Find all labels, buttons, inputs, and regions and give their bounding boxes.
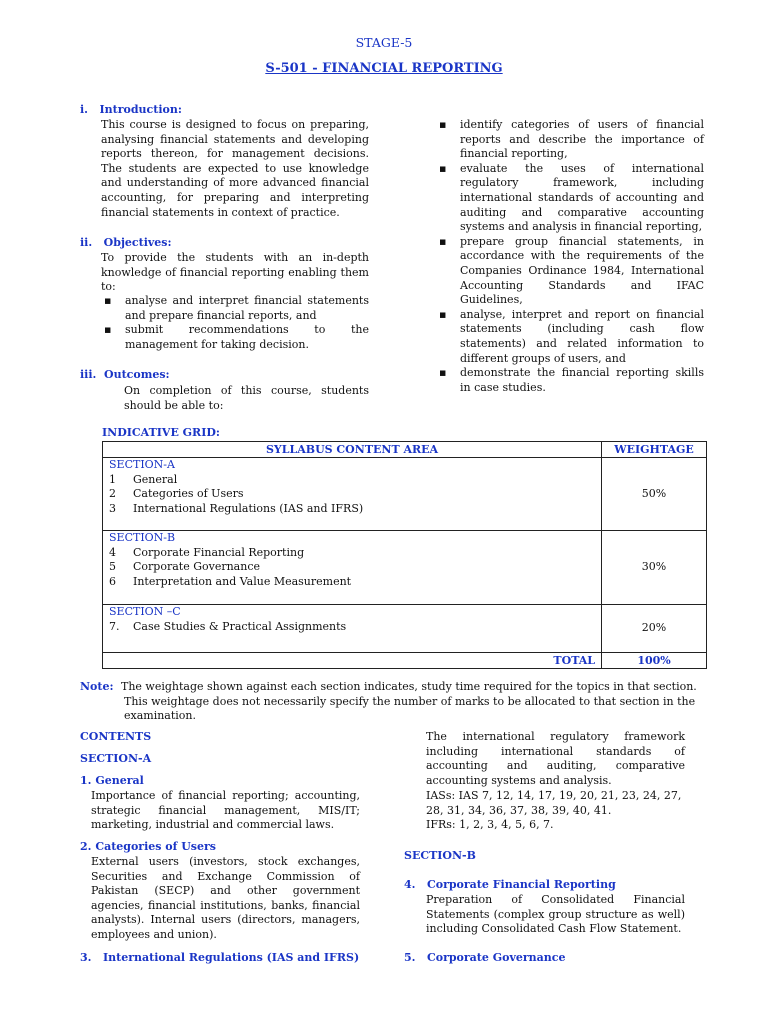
item-number: 5 [109,560,116,574]
outcome-item: ▪ demonstrate the financial reporting skills in case studies. [436,366,704,395]
item-text: Interpretation and Value Measurement [133,574,352,588]
cfr-text: Preparation of Consolidated Financial Statements (complex group structure as well) including Consolidated Cash Flow Statement. [426,893,685,936]
contents-heading: CONTENTS [80,730,152,743]
item-text: Categories of Users [133,487,244,501]
objective-item: ▪ submit recommendations to the management for taking decision. [101,323,369,352]
section-c-weight: 20% [602,605,707,653]
objective-item: ▪ analyse and interpret financial statements and prepare financial reports, and [101,294,369,323]
ifrs-list: IFRs: 1, 2, 3, 4, 5, 6, 7. [426,818,554,831]
objectives-heading: ii. Objectives: [80,236,172,249]
note-text: The weightage shown against each section indicates, study time required for the topics in that section. This weightage does not necessarily specify the number of marks to be allocated to that section in the examination. [121,680,697,723]
item-number: 6 [109,574,116,588]
section-a-weight: 50% [602,458,707,531]
item-number: 3 [109,501,116,515]
item-text: General [133,472,178,486]
page-title: S-501 - FINANCIAL REPORTING [265,61,503,76]
item-text: Case Studies & Practical Assignments [133,619,347,633]
grid-header-weight: WEIGHTAGE [602,442,707,458]
total-value: 100% [602,653,707,669]
item-text: Corporate Financial Reporting [133,545,305,559]
total-label: TOTAL [103,653,602,669]
item-text: Corporate Governance [133,560,260,574]
general-text: Importance of financial reporting; accounting, strategic financial management, MIS/IT; marketing, industrial and commercial laws. [91,789,360,832]
objectives-text: To provide the students with an in-depth knowledge of financial reporting enabling them to: [101,251,369,294]
governance-heading: 5. Corporate Governance [404,951,566,964]
item-number: 7. [109,619,120,633]
outcome-item: ▪ evaluate the uses of international regulatory framework, including international standards of accounting and auditing and comparative accounting systems and analysis in financial reporting, [436,162,704,235]
objectives-list [101,294,369,352]
grid-header-content: SYLLABUS CONTENT AREA [103,442,602,458]
section-c-title: SECTION –C [109,605,181,618]
regulations-heading: 3. International Regulations (IAS and IFRS) [80,951,360,964]
section-a-heading: SECTION-A [80,752,152,765]
users-heading: 2. Categories of Users [80,840,216,853]
grid-row-total [103,653,707,669]
introduction-heading: i. Introduction: [80,103,182,116]
cfr-heading: 4. Corporate Financial Reporting [404,878,616,891]
grid-label: INDICATIVE GRID: [102,426,220,439]
grid-row-section-b [103,531,707,605]
section-b-weight: 30% [602,531,707,605]
outcome-item: ▪ identify categories of users of financial reports and describe the importance of financial reporting, [436,118,704,162]
users-text: External users (investors, stock exchanges, Securities and Exchange Commission of Pakistan (SECP) and other government agencies, financial institutions, banks, financial analysts). Internal users (directors, managers, employees and union). [91,855,360,941]
item-number: 2 [109,487,116,501]
grid-row-section-a [103,458,707,531]
outcome-item: ▪ prepare group financial statements, in accordance with the requirements of the Companies Ordinance 1984, International Accounting Standards and IFAC Guidelines, [436,235,704,308]
section-b-heading: SECTION-B [404,849,476,862]
outcomes-heading: iii. Outcomes: [80,368,170,381]
section-b-title: SECTION-B [109,531,176,544]
outcomes-text: On completion of this course, students should be able to: [124,384,369,412]
item-text: International Regulations (IAS and IFRS) [133,501,364,515]
outcome-item: ▪ analyse, interpret and report on financial statements (including cash flow statements) and related information to different groups of users, and [436,308,704,366]
item-number: 1 [109,472,116,486]
section-a-title: SECTION-A [109,458,175,471]
indicative-grid-table [102,441,707,669]
general-heading: 1. General [80,774,144,787]
grid-row-section-c [103,605,707,653]
item-number: 4 [109,545,116,559]
note-label: Note: [80,680,114,693]
stage-label: STAGE-5 [355,35,413,50]
introduction-text: This course is designed to focus on preparing, analysing financial statements and developing reports thereon, for management decisions. The students are expected to use knowledge and understanding of more advanced financial accounting, for preparing and interpreting financial statements in context of practice. [101,118,369,219]
ias-list: IASs: IAS 7, 12, 14, 17, 19, 20, 21, 23, 24, 27, 28, 31, 34, 36, 37, 38, 39, 40, 41. [426,789,682,817]
outcomes-list [436,118,704,395]
regulations-text: The international regulatory framework including international standards of accounting and auditing, comparative accounting systems and analysis. [426,730,685,787]
